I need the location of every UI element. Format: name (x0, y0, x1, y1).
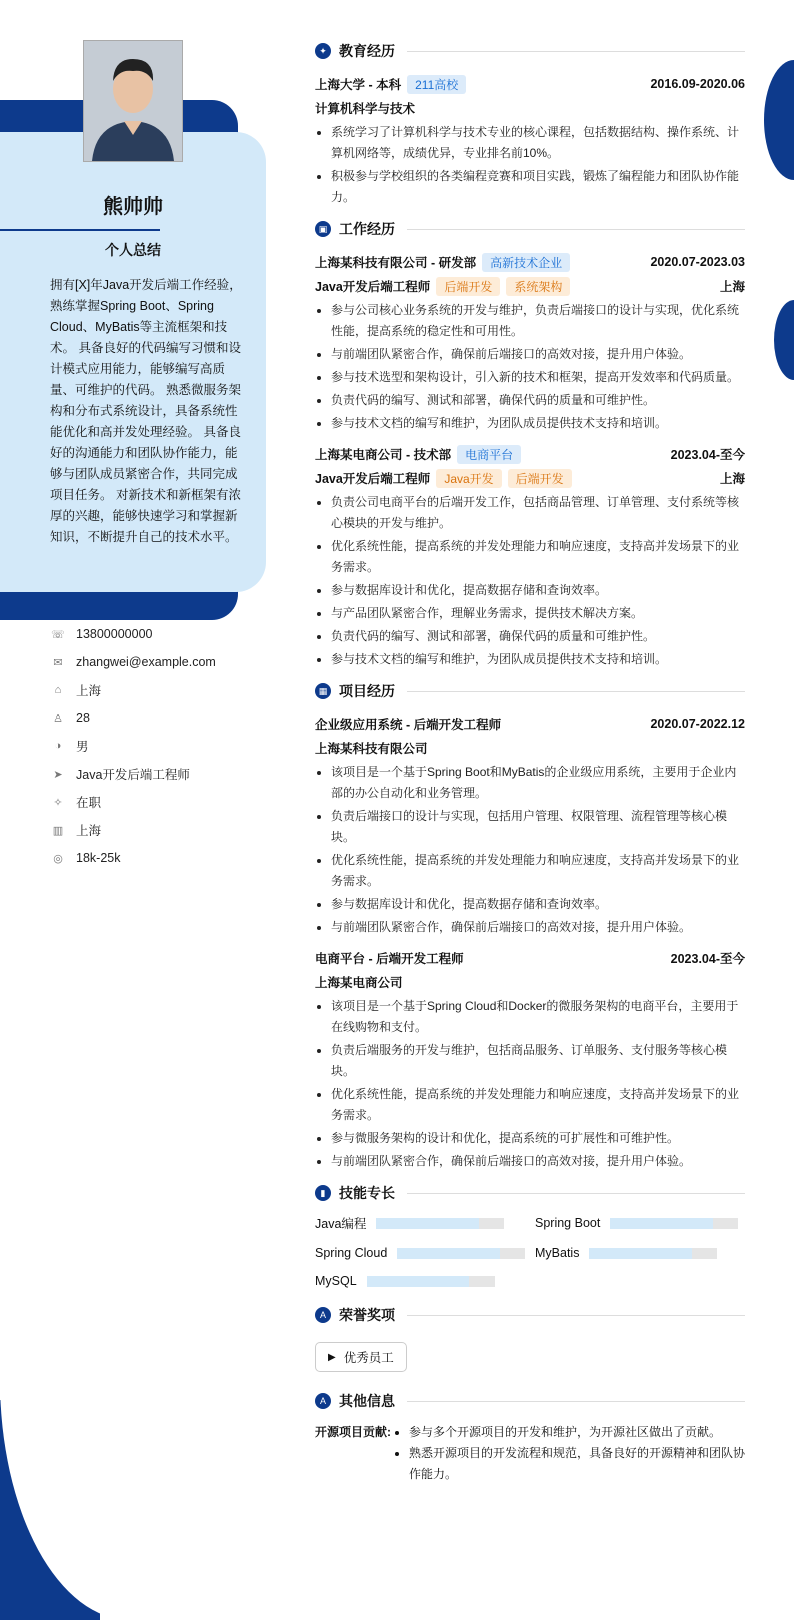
age-icon: ♙ (53, 712, 63, 725)
skill-item (315, 1214, 535, 1232)
skill-bar (376, 1218, 504, 1229)
awards-list (315, 1336, 745, 1388)
project-company: 上海某科技有限公司 (315, 742, 428, 756)
bullet-item: • 与前端团队紧密合作，确保前后端接口的高效对接，提升用户体验。 (331, 917, 745, 938)
name-underline (0, 229, 160, 231)
other-info (315, 1422, 745, 1485)
skill-name: Spring Cloud (315, 1246, 388, 1260)
info-item (50, 816, 260, 844)
education-entry (315, 72, 745, 208)
send-icon: ➤ (53, 768, 63, 781)
bullet-item: • 负责代码的编写、测试和部署，确保代码的质量和可维护性。 (331, 390, 745, 411)
skill-bar (367, 1276, 495, 1287)
info-item (50, 648, 260, 676)
role-tag: Java开发 (436, 469, 501, 488)
bullet-item: • 负责后端接口的设计与实现，包括用户管理、权限管理、流程管理等核心模块。 (331, 806, 745, 848)
sidebar (0, 0, 265, 1620)
bullet-item: • 积极参与学校组织的各类编程竞赛和项目实践，锻炼了编程能力和团队协作能力。 (331, 166, 745, 208)
education-date: 2016.09-2020.06 (650, 77, 745, 91)
bullet-item: • 与前端团队紧密合作，确保前后端接口的高效对接，提升用户体验。 (331, 1151, 745, 1172)
bullet-item: • 该项目是一个基于Spring Cloud和Docker的微服务架构的电商平台，主要用于在线购物和支付。 (331, 996, 745, 1038)
skill-bar-fill (376, 1218, 478, 1229)
skills-header: ▮ 技能专长 (315, 1180, 745, 1206)
project-name: 电商平台 - 后端开发工程师 (315, 952, 464, 966)
other-header: A 其他信息 (315, 1388, 745, 1414)
role-tag: 系统架构 (506, 277, 570, 296)
gender-icon: ◑ (54, 740, 62, 752)
bullet-item: • 参与数据库设计和优化，提高数据存储和查询效率。 (331, 580, 745, 601)
bullet-item: • 参与技术选型和架构设计，引入新的技术和框架，提高开发效率和代码质量。 (331, 367, 745, 388)
skill-bar-fill (610, 1218, 712, 1229)
info-value: 在职 (76, 796, 102, 810)
school-name: 上海大学 - 本科 (315, 78, 402, 92)
bullet-item: • 参与技术文档的编写和维护，为团队成员提供技术支持和培训。 (331, 413, 745, 434)
skill-bar (589, 1248, 717, 1259)
bullet-item: • 优化系统性能，提高系统的并发处理能力和响应速度，支持高并发场景下的业务需求。 (331, 1084, 745, 1126)
bullet-item: • 熟悉开源项目的开发流程和规范，具备良好的开源精神和团队协作能力。 (409, 1443, 745, 1485)
grid-icon: ▦ (315, 683, 331, 699)
info-value: Java开发后端工程师 (76, 768, 190, 782)
company-tag: 高新技术企业 (482, 253, 570, 272)
skill-name: MySQL (315, 1274, 357, 1288)
education-header: ✦ 教育经历 (315, 38, 745, 64)
info-item (50, 788, 260, 816)
skill-bar (610, 1218, 738, 1229)
work-header: ▣ 工作经历 (315, 216, 745, 242)
briefcase-icon: ▣ (315, 221, 331, 237)
name: 熊帅帅 (103, 196, 163, 218)
bullet-item: • 负责代码的编写、测试和部署，确保代码的质量和可维护性。 (331, 626, 745, 647)
skill-name: Spring Boot (535, 1216, 601, 1230)
info-value: 18k-25k (76, 851, 121, 865)
status-icon: ✧ (53, 796, 63, 809)
work-bullets (315, 492, 745, 670)
info-item (50, 676, 260, 704)
work-date: 2020.07-2023.03 (650, 255, 745, 269)
play-icon: ▶ (328, 1351, 336, 1363)
bullet-item: • 系统学习了计算机科学与技术专业的核心课程，包括数据结构、操作系统、计算机网络等，成绩优异，专业排名前10%。 (331, 122, 745, 164)
project-date: 2020.07-2022.12 (650, 717, 745, 731)
company-tag: 电商平台 (457, 445, 521, 464)
work-bullets (315, 300, 745, 434)
info-value: zhangwei@example.com (76, 655, 216, 669)
info-value: 13800000000 (76, 627, 153, 641)
info-value: 上海 (76, 684, 102, 698)
skills-grid (315, 1214, 745, 1288)
bullet-item: • 参与公司核心业务系统的开发与维护，负责后端接口的设计与实现，优化系统性能，提高系统的稳定性和可用性。 (331, 300, 745, 342)
skill-item (315, 1274, 535, 1288)
summary-title: 个人总结 (105, 242, 161, 258)
bullet-item: • 负责后端服务的开发与维护，包括商品服务、订单服务、支付服务等核心模块。 (331, 1040, 745, 1082)
skill-item (315, 1246, 535, 1260)
info-item (50, 732, 260, 760)
company-name: 上海某科技有限公司 - 研发部 (315, 256, 477, 270)
bullet-item: • 参与微服务架构的设计和优化，提高系统的可扩展性和可维护性。 (331, 1128, 745, 1149)
building-icon: ▥ (52, 824, 64, 837)
summary-text: 拥有[X]年Java开发后端工作经验，熟练掌握Spring Boot、Spring Cloud、MyBatis等主流框架和技术。 具备良好的代码编写习惯和设计模式应用能力，能够编写高质量、可维护的代码。 熟悉微服务架构和分布式系统设计，具备系统性能优化和高并发处理经验。 具备良好的沟通能力和团队协作能力，能够与团队成员紧密合作，共同完成项目任务。 对新技术和新框架有浓厚的兴趣，能够快速学习和掌握新知识，不断提升自己的技术水平。 (50, 278, 242, 544)
skill-item (535, 1214, 755, 1232)
role-tag: 后端开发 (436, 277, 500, 296)
project-entry (315, 712, 745, 938)
bullet-item: • 与产品团队紧密合作，理解业务需求，提供技术解决方案。 (331, 603, 745, 624)
project-bullets (315, 996, 745, 1172)
graduation-cap-icon: ✦ (315, 43, 331, 59)
info-item (50, 760, 260, 788)
bullet-item: • 负责公司电商平台的后端开发工作，包括商品管理、订单管理、支付系统等核心模块的开发与维护。 (331, 492, 745, 534)
role-tag: 后端开发 (508, 469, 572, 488)
info-value: 28 (76, 711, 90, 725)
work-city: 上海 (719, 280, 745, 294)
other-bullets (391, 1422, 745, 1485)
award-icon: A (315, 1307, 331, 1323)
work-entry (315, 442, 745, 670)
contact-info-list (50, 620, 260, 872)
work-list (315, 250, 745, 670)
work-entry (315, 250, 745, 434)
skill-name: MyBatis (535, 1246, 580, 1260)
bullet-item: • 优化系统性能，提高系统的并发处理能力和响应速度，支持高并发场景下的业务需求。 (331, 536, 745, 578)
info-icon: A (315, 1393, 331, 1409)
bullet-item: • 参与技术文档的编写和维护，为团队成员提供技术支持和培训。 (331, 649, 745, 670)
major: 计算机科学与技术 (315, 102, 416, 116)
project-name: 企业级应用系统 - 后端开发工程师 (315, 718, 502, 732)
projects-header: ▦ 项目经历 (315, 678, 745, 704)
info-value: 男 (76, 740, 89, 754)
project-entry (315, 946, 745, 1172)
info-item (50, 844, 260, 872)
home-icon: ⌂ (54, 684, 62, 696)
role-title: Java开发后端工程师 (315, 280, 431, 294)
info-item (50, 620, 260, 648)
bar-chart-icon: ▮ (315, 1185, 331, 1201)
role-title: Java开发后端工程师 (315, 472, 431, 486)
salary-icon: ◎ (53, 852, 63, 865)
right-decoration (764, 60, 794, 180)
skill-bar-fill (589, 1248, 691, 1259)
bullet-item: • 与前端团队紧密合作，确保前后端接口的高效对接，提升用户体验。 (331, 344, 745, 365)
main-content (315, 38, 745, 1485)
education-bullets (315, 122, 745, 208)
bullet-item: • 优化系统性能，提高系统的并发处理能力和响应速度，支持高并发场景下的业务需求。 (331, 850, 745, 892)
skill-item (535, 1246, 755, 1260)
school-tag: 211高校 (407, 75, 466, 94)
bullet-item: • 参与数据库设计和优化，提高数据存储和查询效率。 (331, 894, 745, 915)
awards-header: A 荣誉奖项 (315, 1302, 745, 1328)
bullet-item: • 该项目是一个基于Spring Boot和MyBatis的企业级应用系统，主要用于企业内部的办公自动化和业务管理。 (331, 762, 745, 804)
project-list (315, 712, 745, 1172)
email-icon: ✉ (53, 656, 63, 669)
company-name: 上海某电商公司 - 技术部 (315, 448, 452, 462)
project-company: 上海某电商公司 (315, 976, 403, 990)
phone-icon: ☏ (51, 628, 65, 641)
work-city: 上海 (719, 472, 745, 486)
avatar (83, 40, 183, 162)
skill-bar-fill (397, 1248, 499, 1259)
skill-bar (397, 1248, 525, 1259)
right-decoration (774, 300, 794, 380)
skill-bar-fill (367, 1276, 469, 1287)
info-item (50, 704, 260, 732)
project-date: 2023.04-至今 (670, 952, 745, 966)
bullet-item: • 参与多个开源项目的开发和维护，为开源社区做出了贡献。 (409, 1422, 745, 1443)
work-date: 2023.04-至今 (670, 448, 745, 462)
award-chip: ▶ 优秀员工 (315, 1342, 407, 1372)
skill-name: Java编程 (315, 1217, 367, 1231)
other-key: 开源项目贡献: (315, 1425, 391, 1439)
project-bullets (315, 762, 745, 938)
info-value: 上海 (76, 824, 102, 838)
